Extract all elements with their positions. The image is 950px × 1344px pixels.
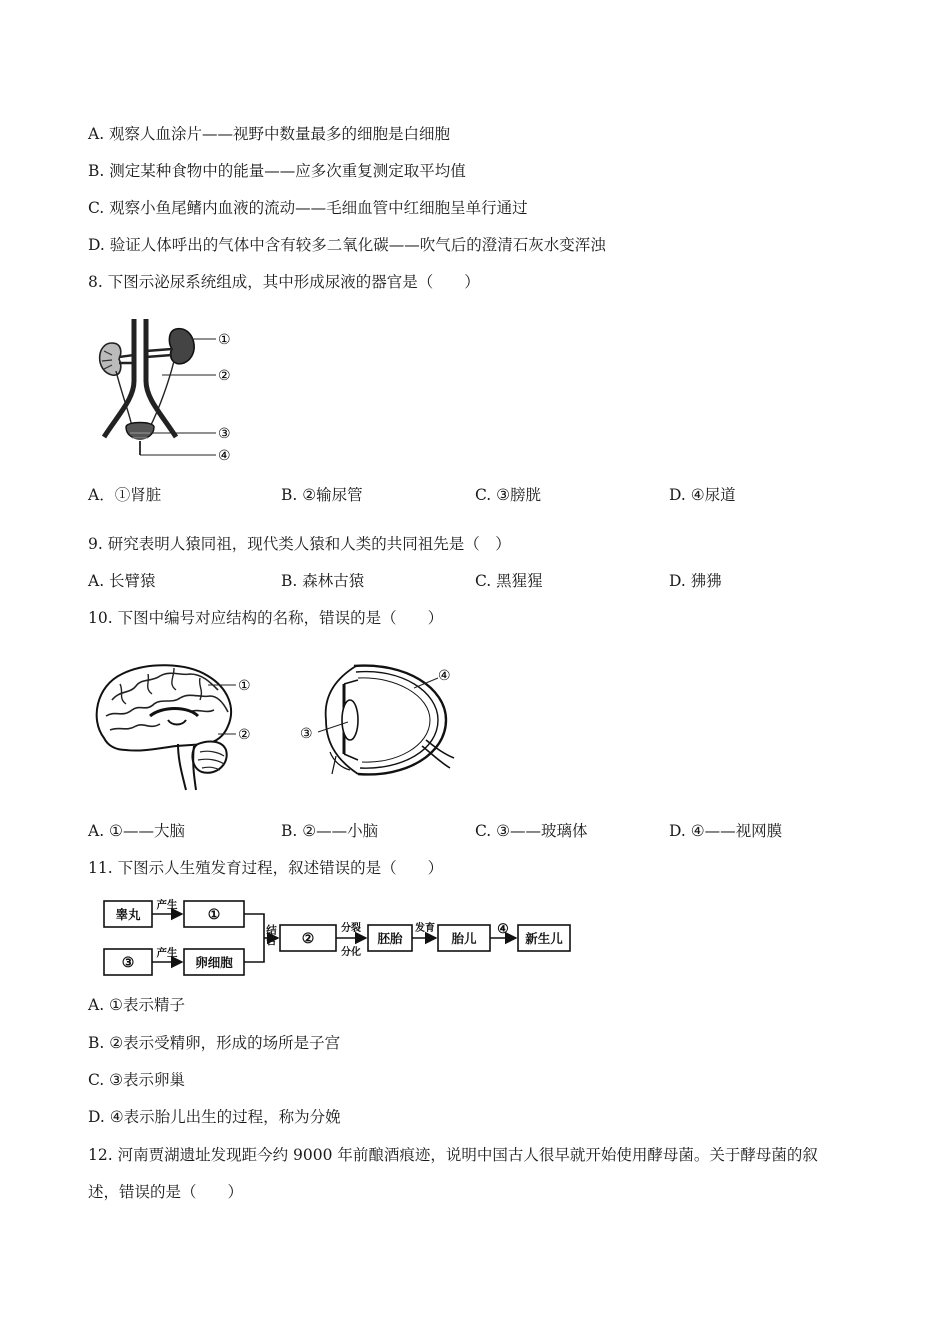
flow-newborn: 新生儿	[525, 931, 563, 946]
q10-option-c: C. ③——玻璃体	[475, 822, 588, 840]
flow-box-2: ②	[301, 931, 315, 947]
q9-option-d: D. 狒狒	[669, 572, 722, 590]
urinary-system-figure	[92, 315, 242, 465]
eye-figure	[296, 658, 456, 780]
q8-stem: 8. 下图示泌尿系统组成，其中形成尿液的器官是（ ）	[88, 273, 480, 291]
q8-option-c: C. ③膀胱	[475, 486, 542, 504]
q11-stem: 11. 下图示人生殖发育过程，叙述错误的是（ ）	[88, 859, 444, 877]
flow-box-1: ①	[207, 907, 221, 923]
q9-option-a: A. 长臂猿	[88, 572, 156, 590]
q10-stem: 10. 下图中编号对应结构的名称，错误的是（ ）	[88, 609, 444, 627]
q12-stem-line2: 述，错误的是（ ）	[88, 1183, 244, 1201]
flow-embryo: 胚胎	[377, 931, 403, 946]
flow-differentiate: 分化	[341, 947, 361, 958]
flow-combine: 结合	[265, 924, 277, 946]
flow-produce-top: 产生	[156, 899, 178, 911]
urinary-label-1: ①	[218, 332, 231, 348]
q10-option-d: D. ④——视网膜	[669, 822, 783, 840]
urinary-label-3: ③	[218, 426, 231, 442]
q7-option-d: D. 验证人体呼出的气体中含有较多二氧化碳——吹气后的澄清石灰水变浑浊	[88, 236, 606, 254]
q11-option-b: B. ②表示受精卵，形成的场所是子宫	[88, 1034, 341, 1052]
eye-label-3: ③	[300, 726, 313, 742]
q11-option-a: A. ①表示精子	[88, 996, 185, 1014]
q7-option-c: C. 观察小鱼尾鳍内血液的流动——毛细血管中红细胞呈单行通过	[88, 199, 528, 217]
flow-egg: 卵细胞	[195, 955, 233, 970]
q11-option-d: D. ④表示胎儿出生的过程，称为分娩	[88, 1108, 341, 1126]
flow-fetus: 胎儿	[451, 931, 477, 946]
q7-option-b: B. 测定某种食物中的能量——应多次重复测定取平均值	[88, 162, 466, 180]
q8-option-b: B. ②输尿管	[281, 486, 363, 504]
q11-option-c: C. ③表示卵巢	[88, 1071, 186, 1089]
urinary-label-4: ④	[218, 448, 231, 464]
flow-develop: 发育	[415, 923, 435, 934]
q12-stem-line1: 12. 河南贾湖遗址发现距今约 9000 年前酿酒痕迹，说明中国古人很早就开始使用酵母菌。关于酵母菌的叙	[88, 1146, 818, 1164]
flow-produce-bottom: 产生	[156, 947, 178, 959]
q10-option-b: B. ②——小脑	[281, 822, 379, 840]
eye-label-4: ④	[438, 668, 451, 684]
q10-option-a: A. ①——大脑	[88, 822, 185, 840]
q7-option-a: A. 观察人血涂片——视野中数量最多的细胞是白细胞	[88, 125, 451, 143]
urinary-label-2: ②	[218, 368, 231, 384]
flow-step-4: ④	[497, 922, 509, 937]
brain-label-1: ①	[238, 678, 251, 694]
flow-box-3: ③	[121, 955, 135, 971]
brain-figure	[90, 660, 260, 792]
brain-label-2: ②	[238, 727, 251, 743]
flow-testis: 睾丸	[115, 907, 141, 922]
q9-stem: 9. 研究表明人猿同祖，现代类人猿和人类的共同祖先是（ ）	[88, 535, 511, 553]
q9-option-b: B. 森林古猿	[281, 572, 365, 590]
q8-option-d: D. ④尿道	[669, 486, 736, 504]
q8-option-a: A．①肾脏	[88, 486, 162, 504]
q9-option-c: C. 黑猩猩	[475, 572, 543, 590]
flow-divide: 分裂	[341, 923, 361, 934]
reproduction-flowchart	[100, 893, 575, 983]
